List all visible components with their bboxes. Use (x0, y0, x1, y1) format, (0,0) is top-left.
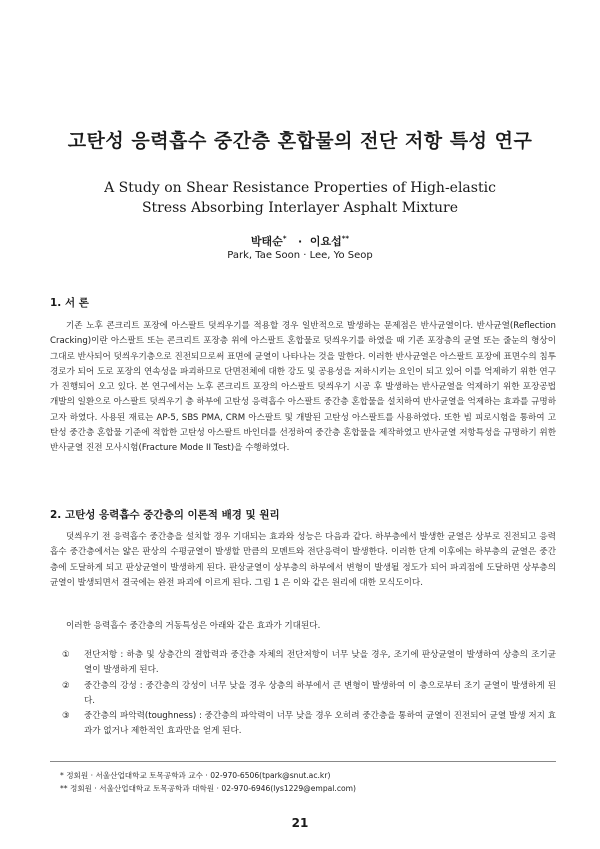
authors-korean (0, 233, 600, 249)
section-1-heading: 1. 서 론 (50, 297, 89, 309)
author-2-name: 이요섭 (309, 235, 342, 248)
title-korean: 고탄성 응력흡수 중간층 혼합물의 전단 저항 특성 연구 (67, 130, 533, 152)
list-marker: ① (62, 650, 70, 660)
list-marker: ③ (62, 711, 70, 722)
author-1-name: 박태순 (250, 235, 283, 248)
title-english-line-2: Stress Absorbing Interlayer Asphalt Mixture (141, 200, 459, 216)
footnote-divider (50, 761, 556, 762)
author-1-mark: * (282, 234, 287, 243)
author-separator: · (297, 235, 303, 248)
section-2-paragraph-1: 덧씌우기 전 응력흡수 중간층을 설치할 경우 기대되는 효과와 성능은 다음과 같다. 하부층에서 발생한 균열은 상부로 진전되고 응력흡수 중간층에서는 얇은 판상의 수평균열이 발생할 만큼의 모멘트와 전단응력이 발생한다. 이러한 단계 이후에는 하부층의 균열은 중간층에 도달하게 되고 판상균열이 발생하게 된다. 판상균열이 상부층의 하부에서 변형이 발생될 정도가 되어 파괴점에 도달하면 상부층의 균열이 발생되면서 결국에는 완전 파괴에 이르게 된다. 그림 1 은 이와 같은 원리에 대한 모식도이다. (50, 532, 556, 588)
list-item-text: 중간층의 강성 : 중간층의 강성이 너무 낮을 경우 상층의 하부에서 큰 변형이 발생하여 이 층으로부터 조기 균열이 발생하게 된다. (84, 680, 556, 706)
effects-list (62, 648, 556, 740)
list-item-text: 전단저항 : 하층 및 상층간의 결합력과 중간층 자체의 전단저항이 너무 낮을 경우, 조기에 판상균열이 발생하여 상층의 조기균열이 발생하게 된다. (84, 650, 556, 676)
footnote-2: ** 정회원 · 서울산업대학교 토목공학과 대학원 · 02-970-6946(lys1229@empal.com) (60, 784, 357, 793)
author-2-mark: ** (341, 234, 350, 243)
list-item (62, 709, 556, 740)
title-english (0, 178, 600, 218)
page-number: 21 (291, 816, 309, 830)
footnote-1: * 정회원 · 서울산업대학교 토목공학과 교수 · 02-970-6506(tpark@snut.ac.kr) (60, 771, 331, 780)
footnotes (60, 769, 560, 795)
section-2-heading: 2. 고탄성 응력흡수 중간층의 이론적 배경 및 원리 (50, 509, 280, 521)
list-item-text: 중간층의 파악력(toughness) : 중간층의 파악력이 너무 낮을 경우 오히려 중간층을 통하여 균열이 진전되어 균열 발생 저지 효과가 없거나 제한적인 효과만을 얻게 된다. (84, 711, 556, 737)
list-marker: ② (62, 680, 70, 691)
list-item (62, 679, 556, 710)
title-english-line-1: A Study on Shear Resistance Properties of High-elastic (104, 180, 496, 196)
section-1-paragraph: 기존 노후 콘크리트 포장에 아스팔트 덧씌우기를 적용할 경우 일반적으로 발생하는 문제점은 반사균열이다. 반사균열(Reflection Cracking)이란 아스팔트 또는 콘크리트 포장층 위에 아스팔트 혼합물로 덧씌우기를 하였을 때 기존 포장층의 균열 또는 줄눈의 형상이 그대로 반사되어 덧씌우기층으로 진전되므로써 표면에 균열이 나타나는 것을 말한다. 이러한 반사균열은 아스팔트 포장에 표면수의 침투 경로가 되어 도로 포장의 연속성을 파괴하므로 단면전체에 대한 강도 및 공용성을 저하시키는 요인이 되고 있어 이를 억제하기 위한 연구가 진행되어 오고 있다. 본 연구에서는 노후 콘크리트 포장의 아스팔트 덧씌우기 시공 후 발생하는 반사균열을 억제하기 위한 포장공법 개발의 일환으로 아스팔트 덧씌우기 층 하부에 고탄성 응력흡수 아스팔트 중간층 혼합물을 설치하여 반사균열을 억제하는 효과를 규명하고자 하였다. 사용된 재료는 AP-5, SBS PMA, CRM 아스팔트 및 개발된 고탄성 아스팔트를 사용하였다. 또한 빔 피로시험을 통하여 고탄성 중간층 혼합물 기준에 적합한 고탄성 아스팔트 바인더를 선정하여 중간층 혼합물을 제작하였고 반사균열 저항특성을 규명하기 위한 반사균열 진전 모사시험(Fracture Mode II Test)을 수행하였다. (50, 321, 556, 454)
list-item (62, 648, 556, 679)
section-2-paragraph-2: 이러한 응력흡수 중간층의 거동특성은 아래와 같은 효과가 기대된다. (66, 621, 321, 631)
authors-english: Park, Tae Soon · Lee, Yo Seop (227, 250, 373, 261)
